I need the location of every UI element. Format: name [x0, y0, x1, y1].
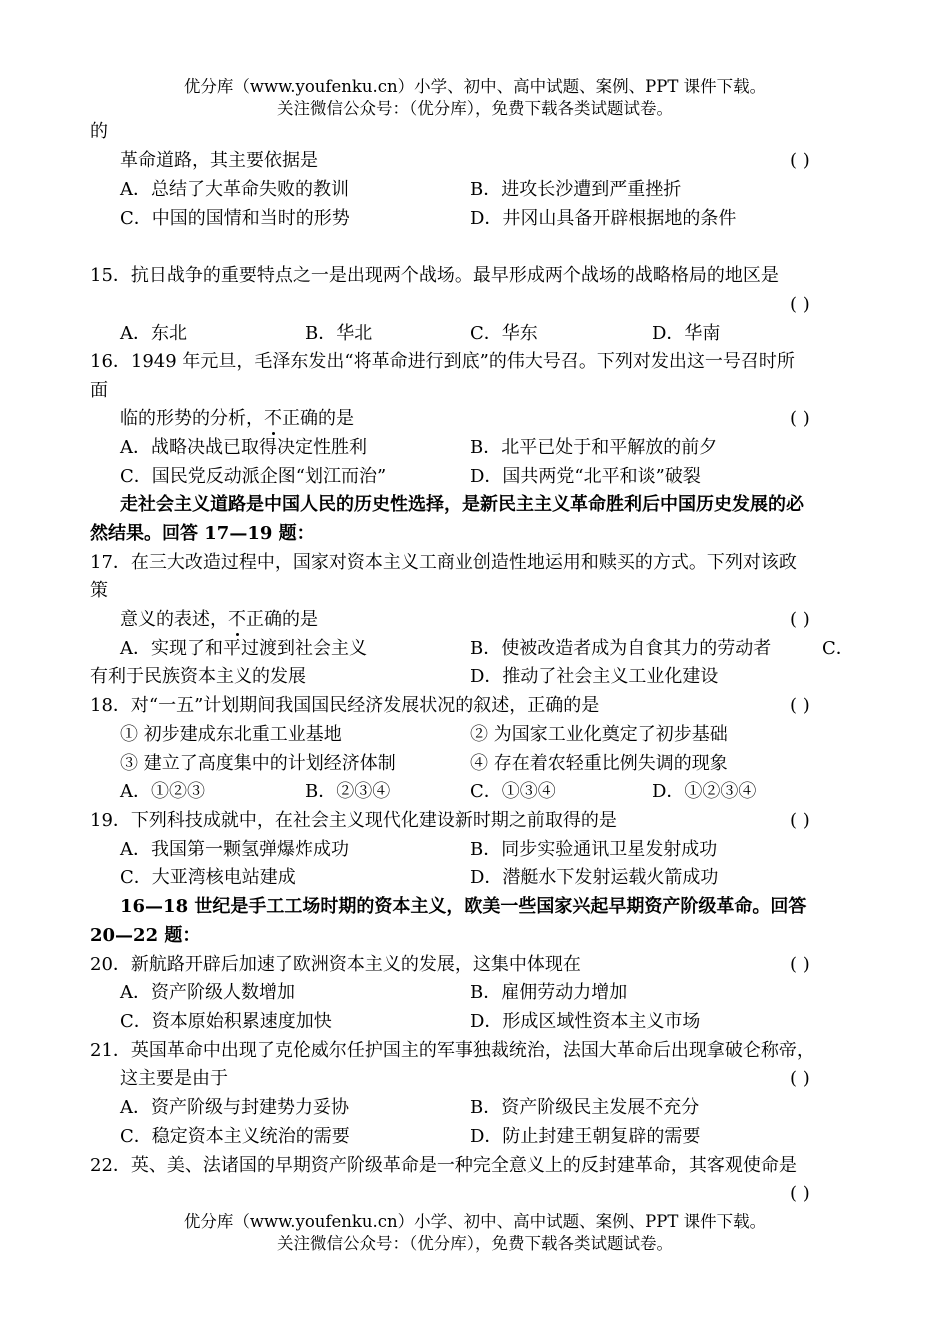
q16-stem-line-3 — [120, 408, 354, 430]
q20-option-b: B．雇佣劳动力增加 — [470, 982, 628, 1003]
q14-option-b: B．进攻长沙遭到严重挫折 — [470, 179, 682, 200]
q14-option-d: D．井冈山具备开辟根据地的条件 — [470, 208, 737, 229]
q18-statement-2: ② 为国家工业化奠定了初步基础 — [470, 724, 728, 745]
q21-stem-line-1: 21．英国革命中出现了克伦威尔任护国主的军事独裁统治，法国大革命后出现拿破仑称帝， — [90, 1040, 815, 1061]
q15-option-a: A．东北 — [120, 323, 187, 344]
q15-option-d: D．华南 — [652, 323, 721, 344]
q15-option-b: B．华北 — [305, 323, 373, 344]
q18-option-d: D．①②③④ — [652, 781, 757, 802]
q18-statement-4: ④ 存在着农轻重比例失调的现象 — [470, 753, 728, 774]
q19-stem: 19．下列科技成就中，在社会主义现代化建设新时期之前取得的是 — [90, 810, 617, 831]
q18-stem: 18．对“一五”计划期间我国国民经济发展状况的叙述，正确的是 — [90, 695, 600, 716]
q22-answer-blank: ( ) — [790, 1183, 810, 1204]
q14-continuation: 的 — [90, 121, 108, 142]
q21-stem-line-2: 这主要是由于 — [120, 1068, 228, 1089]
intro-20-22-line-2: 20—22 题： — [90, 925, 201, 946]
q19-option-a: A．我国第一颗氢弹爆炸成功 — [120, 839, 349, 860]
q18-option-a: A．①②③ — [120, 781, 205, 802]
q16-emphasis-not: 不 — [264, 408, 282, 429]
q16-answer-blank: ( ) — [790, 408, 810, 429]
q21-option-c: C．稳定资本主义统治的需要 — [120, 1126, 350, 1147]
q14-option-c: C．中国的国情和当时的形势 — [120, 208, 350, 229]
q19-option-d: D．潜艇水下发射运载火箭成功 — [470, 867, 719, 888]
page-footer-line-2: 关注微信公众号：（优分库），免费下载各类试题试卷。 — [277, 1234, 673, 1253]
q17-option-c-text: 有利于民族资本主义的发展 — [90, 666, 306, 687]
q19-option-b: B．同步实验通讯卫星发射成功 — [470, 839, 718, 860]
q17-answer-blank: ( ) — [790, 609, 810, 630]
q17-stem-line-1: 17．在三大改造过程中，国家对资本主义工商业创造性地运用和赎买的方式。下列对该政 — [90, 552, 797, 573]
q21-option-a: A．资产阶级与封建势力妥协 — [120, 1097, 349, 1118]
q14-answer-blank: ( ) — [790, 150, 810, 171]
q17-stem-line-2: 策 — [90, 580, 108, 601]
q15-answer-blank: ( ) — [790, 294, 810, 315]
intro-20-22-line-1: 16—18 世纪是手工工场时期的资本主义，欧美一些国家兴起早期资产阶级革命。回答 — [120, 896, 807, 917]
q18-answer-blank: ( ) — [790, 695, 810, 716]
q17-stem-part-1: 意义的表述， — [120, 609, 228, 630]
q15-stem: 15．抗日战争的重要特点之一是出现两个战场。最早形成两个战场的战略格局的地区是 — [90, 265, 779, 286]
q20-answer-blank: ( ) — [790, 954, 810, 975]
q20-option-a: A．资产阶级人数增加 — [120, 982, 295, 1003]
q17-option-c-label: C． — [822, 638, 854, 659]
q16-stem-line-2: 面 — [90, 380, 108, 401]
q17-emphasis-not: 不 — [228, 609, 246, 630]
q19-answer-blank: ( ) — [790, 810, 810, 831]
q15-option-c: C．华东 — [470, 323, 538, 344]
q18-statement-1: ① 初步建成东北重工业基地 — [120, 724, 342, 745]
q16-stem-line-1: 16．1949 年元旦，毛泽东发出“将革命进行到底”的伟大号召。下列对发出这一号召时所 — [90, 351, 795, 372]
q16-option-c: C．国民党反动派企图“划江而治” — [120, 466, 387, 487]
page-header-line-2: 关注微信公众号：（优分库），免费下载各类试题试卷。 — [277, 99, 673, 118]
q16-stem-part-1: 临的形势的分析， — [120, 408, 264, 429]
q21-answer-blank: ( ) — [790, 1068, 810, 1089]
q16-option-d: D．国共两党“北平和谈”破裂 — [470, 466, 701, 487]
q18-option-b: B．②③④ — [305, 781, 391, 802]
intro-17-19-line-1: 走社会主义道路是中国人民的历史性选择，是新民主主义革命胜利后中国历史发展的必 — [120, 494, 804, 515]
q17-option-b: B．使被改造者成为自食其力的劳动者 — [470, 638, 772, 659]
q17-stem-part-2: 正确的是 — [246, 609, 318, 630]
q22-stem: 22．英、美、法诸国的早期资产阶级革命是一种完全意义上的反封建革命，其客观使命是 — [90, 1155, 797, 1176]
q21-option-b: B．资产阶级民主发展不充分 — [470, 1097, 700, 1118]
q14-stem: 革命道路，其主要依据是 — [120, 150, 318, 171]
q16-option-a: A．战略决战已取得决定性胜利 — [120, 437, 367, 458]
q19-option-c: C．大亚湾核电站建成 — [120, 867, 296, 888]
page-footer-line-1: 优分库（www.youfenku.cn）小学、初中、高中试题、案例、PPT 课件下载。 — [183, 1212, 767, 1231]
q21-option-d: D．防止封建王朝复辟的需要 — [470, 1126, 701, 1147]
page-header-line-1: 优分库（www.youfenku.cn）小学、初中、高中试题、案例、PPT 课件下载。 — [183, 77, 767, 96]
q17-stem-line-3 — [120, 609, 318, 631]
q17-option-d: D．推动了社会主义工业化建设 — [470, 666, 719, 687]
q18-option-c: C．①③④ — [470, 781, 556, 802]
q20-stem: 20．新航路开辟后加速了欧洲资本主义的发展，这集中体现在 — [90, 954, 581, 975]
q20-option-d: D．形成区域性资本主义市场 — [470, 1011, 701, 1032]
q18-statement-3: ③ 建立了高度集中的计划经济体制 — [120, 753, 396, 774]
q20-option-c: C．资本原始积累速度加快 — [120, 1011, 332, 1032]
intro-17-19-line-2: 然结果。回答 17—19 题： — [90, 523, 315, 544]
q16-stem-part-2: 正确的是 — [282, 408, 354, 429]
q16-option-b: B．北平已处于和平解放的前夕 — [470, 437, 718, 458]
q17-option-a: A．实现了和平过渡到社会主义 — [120, 638, 367, 659]
q14-option-a: A．总结了大革命失败的教训 — [120, 179, 349, 200]
